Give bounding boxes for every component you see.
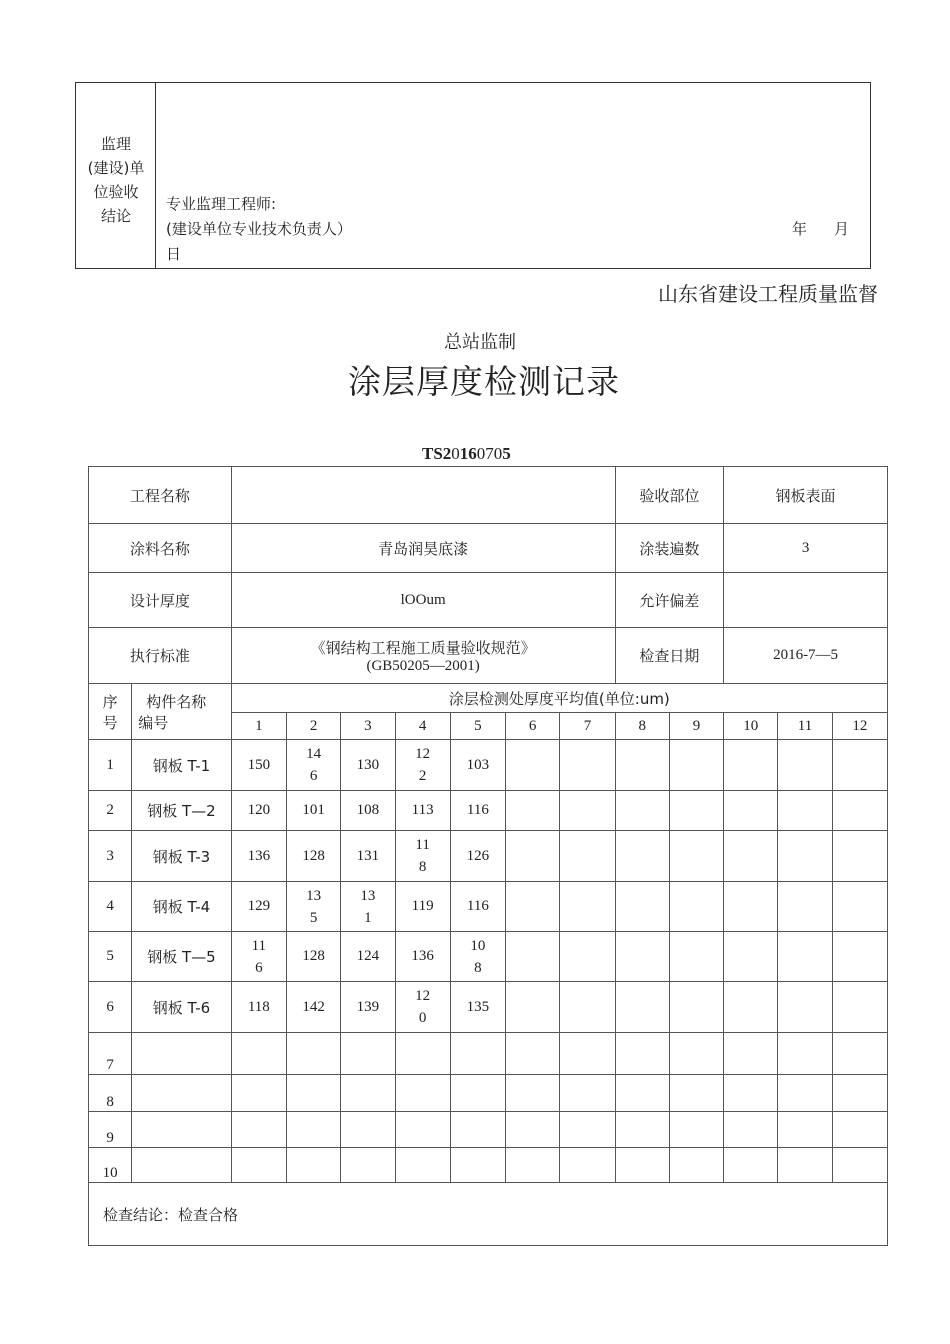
measure-cell: 150 [231,740,286,791]
column-header: 4 [395,713,450,740]
table-row [89,1075,888,1112]
measure-cell [832,932,887,982]
supervision-label-line: 监理 [100,135,131,153]
seq-header [89,684,132,740]
measure-cell [286,1148,340,1183]
grid-body [89,740,888,1183]
code-part: TS2 [422,444,452,463]
measure-cell [778,740,832,791]
measure-cell [506,831,560,882]
measure-cell [560,982,615,1033]
measure-cell [560,1112,615,1148]
acceptance-part-label: 验收部位 [615,467,724,524]
measure-cell [286,1112,340,1148]
measure-cell [778,882,832,932]
conclusion-row [89,1183,888,1246]
table-row [89,882,888,932]
wrapped-value: 11 6 [251,937,267,976]
row-seq: 9 [89,1112,132,1148]
measure-cell [450,1033,505,1075]
acceptance-part-value: 钢板表面 [724,467,888,524]
measure-cell [832,740,887,791]
measure-cell [506,1148,560,1183]
measure-cell [724,831,778,882]
wrapped-value: 13 1 [360,887,376,926]
column-header: 2 [286,713,340,740]
measure-cell [395,1075,450,1112]
code-part: 16 [459,444,477,463]
measure-header: 涂层检测处厚度平均值(单位:um) [231,684,887,713]
project-name-label: 工程名称 [89,467,232,524]
measure-cell [724,1148,778,1183]
coating-name-value: 青岛润昊底漆 [231,524,615,573]
column-header: 7 [560,713,615,740]
measure-cell [669,982,723,1033]
measure-cell: 130 [341,740,395,791]
wrapped-value: 12 2 [415,746,431,784]
measure-cell: 128 [286,932,340,982]
measure-cell [832,882,887,932]
document-code [422,444,511,464]
info-row [89,573,888,628]
member-header-line: 编号 [138,713,169,732]
standard-value [231,628,615,684]
measure-cell [724,740,778,791]
day-label: 日 [166,245,182,263]
supervision-box [75,82,871,269]
measure-cell [669,882,723,932]
supervision-label-line: 结论 [100,207,131,225]
measure-cell [395,740,450,791]
measure-cell [506,1033,560,1075]
measure-cell [506,1075,560,1112]
measure-cell [778,831,832,882]
measure-cell [724,1075,778,1112]
measure-cell [286,1033,340,1075]
measure-cell [669,740,723,791]
measure-cell [286,740,340,791]
measure-cell [832,1075,887,1112]
issuer-line1: 山东省建设工程质量监督 [658,282,878,306]
measure-cell [778,791,832,831]
measure-cell: 118 [231,982,286,1033]
seq-header-line: 号 [102,713,118,732]
table-row [89,932,888,982]
tolerance-value [724,573,888,628]
table-row [89,982,888,1033]
measure-cell [615,932,669,982]
row-member-name: 钢板 T-1 [132,740,232,791]
wrapped-value: 12 0 [415,988,431,1026]
measure-cell [395,1112,450,1148]
measure-cell [724,1033,778,1075]
measure-cell [231,932,286,982]
column-header: 5 [450,713,505,740]
code-part: 0 [451,444,460,463]
measure-cell [450,932,505,982]
measure-cell: 131 [341,831,395,882]
measure-cell [615,1075,669,1112]
column-header: 10 [724,713,778,740]
measure-cell [669,1112,723,1148]
issuer-line2: 总站监制 [444,332,516,353]
wrapped-value: 13 5 [306,887,322,926]
measure-cell: 101 [286,791,340,831]
standard-value-line: 《钢结构工程施工质量验收规范》 [310,638,536,657]
row-seq: 10 [89,1148,132,1183]
measure-cell [560,882,615,932]
measure-cell: 108 [341,791,395,831]
measure-cell [506,932,560,982]
measure-cell [669,831,723,882]
row-member-name: 钢板 T-6 [132,982,232,1033]
row-member-name: 钢板 T—2 [132,791,232,831]
info-row [89,524,888,573]
measure-cell: 113 [395,791,450,831]
measure-cell [506,791,560,831]
measure-cell [832,982,887,1033]
measure-cell [615,740,669,791]
measure-cell [615,1112,669,1148]
measure-cell: 124 [341,932,395,982]
measure-cell [832,1033,887,1075]
measure-cell [615,1033,669,1075]
measure-cell [341,1033,395,1075]
supervision-label-line: (建设)单 [87,159,145,177]
measure-cell [724,982,778,1033]
check-date-label: 检查日期 [615,628,724,684]
measure-cell [778,1112,832,1148]
table-row [89,791,888,831]
measure-cell [832,831,887,882]
measure-cell: 142 [286,982,340,1033]
measure-cell [778,932,832,982]
measure-cell [231,1148,286,1183]
row-seq: 5 [89,932,132,982]
measure-cell [615,1148,669,1183]
measure-cell [506,982,560,1033]
measure-cell [395,982,450,1033]
measure-cell [669,1148,723,1183]
measure-cell: 126 [450,831,505,882]
column-header: 12 [832,713,887,740]
row-seq: 7 [89,1033,132,1075]
measure-cell [778,1075,832,1112]
measure-cell [615,982,669,1033]
measure-cell: 128 [286,831,340,882]
coat-times-label: 涂装遍数 [615,524,724,573]
measure-cell [669,1033,723,1075]
member-header [132,684,232,740]
measure-cell [231,1075,286,1112]
engineer-label: 专业监理工程师: [166,195,277,213]
grid-header-row [89,684,888,713]
column-header: 11 [778,713,832,740]
table-row [89,1033,888,1075]
measure-cell [560,932,615,982]
column-header: 1 [231,713,286,740]
standard-value-line: (GB50205—2001) [366,657,480,674]
wrapped-value: 11 8 [415,837,430,875]
measure-cell [669,932,723,982]
year-label: 年 [792,220,808,238]
row-member-name [132,1112,232,1148]
measure-cell [669,791,723,831]
measure-cell [395,831,450,882]
measure-cell [286,882,340,932]
measure-cell [286,1075,340,1112]
column-header: 8 [615,713,669,740]
design-thickness-value: lOOum [231,573,615,628]
wrapped-value: 10 8 [470,937,486,976]
measure-cell [832,1148,887,1183]
measure-cell [231,1033,286,1075]
table-row [89,740,888,791]
row-member-name [132,1033,232,1075]
measure-cell [560,740,615,791]
row-member-name [132,1148,232,1183]
row-member-name: 钢板 T-3 [132,831,232,882]
measure-cell [341,1075,395,1112]
measure-cell: 116 [450,882,505,932]
measure-cell [615,831,669,882]
member-header-line: 构件名称 [146,692,207,711]
measure-cell [832,1112,887,1148]
measure-cell: 139 [341,982,395,1033]
measure-cell [832,791,887,831]
measure-cell [669,1075,723,1112]
measure-cell [560,791,615,831]
measure-cell [724,932,778,982]
row-seq: 3 [89,831,132,882]
measure-cell [615,882,669,932]
measure-cell [450,1112,505,1148]
measure-cell [341,1148,395,1183]
row-seq: 6 [89,982,132,1033]
document-title: 涂层厚度检测记录 [348,362,620,401]
measure-cell [560,1148,615,1183]
month-label: 月 [834,220,850,238]
measure-cell [724,882,778,932]
row-member-name [132,1075,232,1112]
measure-cell: 129 [231,882,286,932]
measure-cell [506,740,560,791]
measure-cell [450,1148,505,1183]
measure-cell [560,1075,615,1112]
row-seq: 1 [89,740,132,791]
design-thickness-label: 设计厚度 [89,573,232,628]
coat-times-value: 3 [724,524,888,573]
measure-cell [395,1148,450,1183]
standard-label: 执行标准 [89,628,232,684]
measure-cell [231,1112,286,1148]
wrapped-value: 14 6 [306,746,322,784]
column-header: 9 [669,713,723,740]
row-seq: 4 [89,882,132,932]
measure-cell [560,831,615,882]
inspection-table [88,466,888,1246]
info-row [89,467,888,524]
measure-cell [778,1148,832,1183]
column-header: 3 [341,713,395,740]
measure-cell [450,1075,505,1112]
coating-name-label: 涂料名称 [89,524,232,573]
column-header: 6 [506,713,560,740]
info-row [89,628,888,684]
table-row [89,1112,888,1148]
measure-cell [506,882,560,932]
row-member-name: 钢板 T—5 [132,932,232,982]
measure-cell [506,1112,560,1148]
conclusion: 检查结论：检查合格 [89,1183,888,1246]
measure-cell [341,882,395,932]
code-part: 070 [476,444,503,463]
check-date-value: 2016-7—5 [724,628,888,684]
measure-cell [724,791,778,831]
owner-label: (建设单位专业技术负责人） [166,220,352,238]
measure-cell: 103 [450,740,505,791]
measure-cell [724,1112,778,1148]
row-seq: 8 [89,1075,132,1112]
table-row [89,1148,888,1183]
row-seq: 2 [89,791,132,831]
project-name-value [231,467,615,524]
measure-cell [778,1033,832,1075]
measure-cell: 136 [231,831,286,882]
measure-cell [341,1112,395,1148]
seq-header-line: 序 [102,692,118,711]
tolerance-label: 允许偏差 [615,573,724,628]
measure-cell: 119 [395,882,450,932]
measure-cell: 135 [450,982,505,1033]
code-part: 5 [502,444,511,463]
supervision-label-line: 位验收 [93,183,139,201]
table-row [89,831,888,882]
measure-cell [615,791,669,831]
measure-cell: 116 [450,791,505,831]
measure-cell: 120 [231,791,286,831]
row-member-name: 钢板 T-4 [132,882,232,932]
measure-cell [395,1033,450,1075]
measure-cell: 136 [395,932,450,982]
measure-cell [778,982,832,1033]
measure-cell [560,1033,615,1075]
supervision-label-cell [76,83,156,268]
